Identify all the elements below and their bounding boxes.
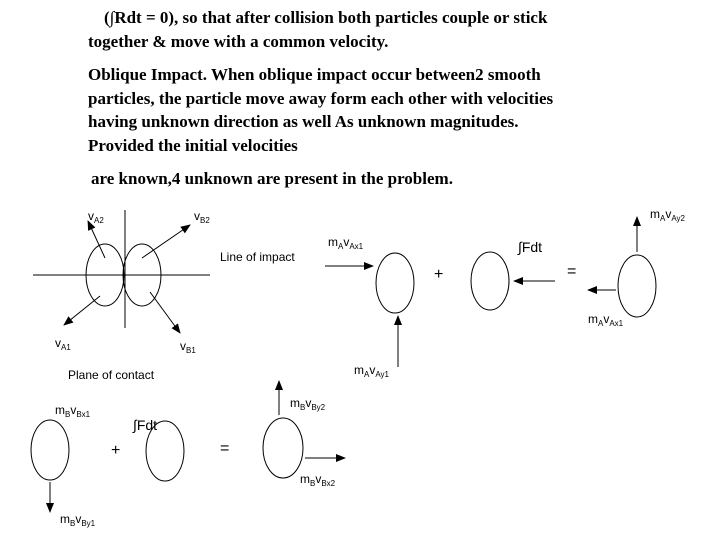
collision-sketch <box>33 210 210 333</box>
mA-vAy2-label: $m_Av_{Ay2}$ <box>650 207 685 223</box>
vB1-label: $v_{B1}$ <box>180 339 196 355</box>
plane-of-contact-label: Plane of contact <box>68 368 155 382</box>
particle-b-initial-circle <box>31 420 69 480</box>
mB-vBx2-label: $m_Bv_{Bx2}$ <box>300 472 336 488</box>
mB-vBy2-label: $m_Bv_{By2}$ <box>290 396 326 412</box>
particle-b-final-circle <box>263 418 303 478</box>
particle-a-impulse-circle <box>471 252 509 310</box>
vB1-arrow <box>150 292 180 333</box>
mB-vBy1-label: $m_Bv_{By1}$ <box>60 512 96 528</box>
line-of-impact-label: Line of impact <box>220 250 295 264</box>
paragraph-line-7: are known,4 unknown are present in the problem. <box>91 169 453 188</box>
particle-a-momentum-diagram <box>325 217 656 367</box>
mB-vBx1-label: $m_Bv_{Bx1}$ <box>55 403 91 419</box>
vB2-arrow <box>142 225 190 258</box>
vA1-label: $v_{A1}$ <box>55 336 71 352</box>
paragraph-line-2: together & move with a common velocity. <box>88 31 389 51</box>
mA-vAx1-bottom-label: $m_Av_{Ax1}$ <box>588 312 624 328</box>
paragraph-line-5: having unknown direction as well As unknown magnitudes. <box>88 112 519 131</box>
vA2-label: $v_{A2}$ <box>88 209 104 225</box>
mA-vAy1-label: $m_Av_{Ay1}$ <box>354 363 389 379</box>
paragraph-line-4: particles, the particle move away form each other with velocities <box>88 88 554 108</box>
mA-vAx1-top-label: $m_Av_{Ax1}$ <box>328 235 364 251</box>
impulse-a-label: ∫Fdt <box>518 239 543 255</box>
paragraph-line-1: (∫Rdt = 0), so that after collision both particles couple or stick <box>104 8 548 27</box>
plus-bottom: + <box>111 442 121 459</box>
paragraph-line-6: Provided the initial velocities <box>88 135 298 155</box>
particle-a-final-circle <box>618 255 656 317</box>
vA1-arrow <box>64 296 100 325</box>
paragraph-line-3: Oblique Impact. When oblique impact occur between2 smooth <box>88 65 541 84</box>
impulse-b-label: ∫Fdt <box>133 417 158 433</box>
vA2-arrow <box>88 221 105 258</box>
particle-a-initial-circle <box>376 253 414 313</box>
vB2-label: $v_{B2}$ <box>194 209 210 225</box>
equals-top: = <box>567 263 577 280</box>
equals-bottom: = <box>220 440 230 457</box>
plus-top: + <box>434 266 444 283</box>
